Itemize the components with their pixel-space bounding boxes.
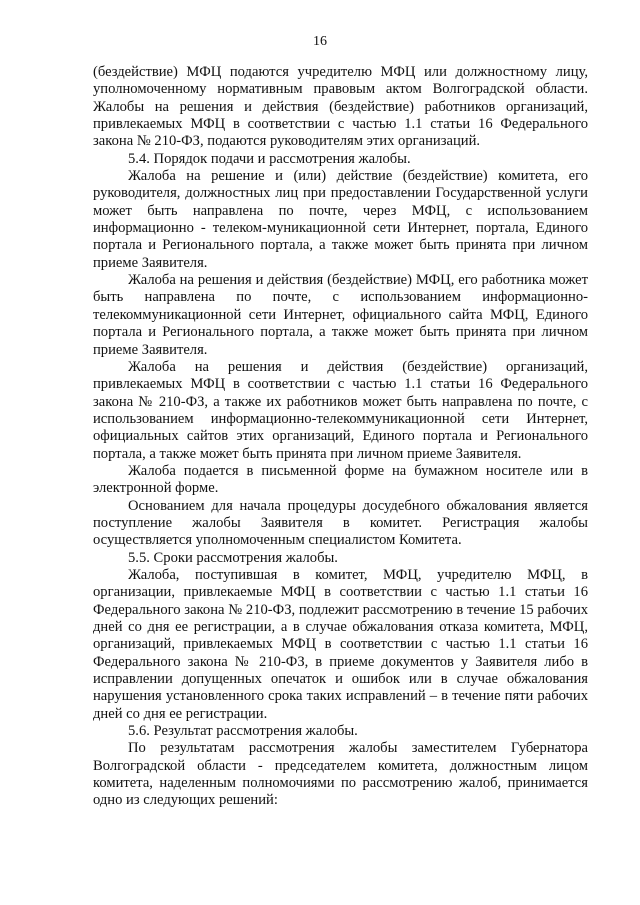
paragraph: Жалоба на решения и действия (бездействие) организаций, привлекаемых МФЦ в соответствии с частью 1.1 статьи 16 Федерального закона № 210-ФЗ, а также их работников может быть направлена по почте, с использованием информационно-телекоммуникационной сети Интернет, официальных сайтов этих организаций, Единого портала и Регионального портала, а также может быть принята при личном приеме Заявителя. <box>93 358 588 462</box>
paragraph: Жалоба, поступившая в комитет, МФЦ, учредителю МФЦ, в организации, привлекаемые МФЦ в соответствии с частью 1.1 статьи 16 Федерального закона № 210-ФЗ, подлежит рассмотрению в течение 15 рабочих дней со дня ее регистрации, а в случае обжалования отказа комитета, МФЦ, организаций, привлекаемых МФЦ в соответствии с частью 1.1 статьи 16 Федерального закона № 210-ФЗ, в приеме документов у Заявителя либо в исправлении допущенных опечаток и ошибок или в случае обжалования нарушения установленного срока таких исправлений – в течение пяти рабочих дней со дня ее регистрации. <box>93 566 588 722</box>
paragraph: Жалоба на решение и (или) действие (бездействие) комитета, его руководителя, должностных лиц при предоставлении Государственной услуги может быть направлена по почте, через МФЦ, с использованием информационно - телеком-муникационной сети Интернет, портала, Единого портала и Регионального портала, а также может быть принята при личном приеме Заявителя. <box>93 168 588 271</box>
section-heading-5-5: 5.5. Сроки рассмотрения жалобы. <box>128 549 338 566</box>
section-heading-5-4: 5.4. Порядок подачи и рассмотрения жалобы. <box>128 150 411 167</box>
paragraph: Основанием для начала процедуры досудебного обжалования является поступление жалобы Заявителя в комитет. Регистрация жалобы осуществляется уполномоченным специалистом Комитета. <box>93 497 588 549</box>
section-heading-5-6: 5.6. Результат рассмотрения жалобы. <box>128 723 358 740</box>
paragraph: По результатам рассмотрения жалобы заместителем Губернатора Волгоградской области - председателем комитета, должностным лицом комитета, наделенным полномочиями по рассмотрению жалоб, принимается одно из следующих решений: <box>93 740 588 809</box>
document-body <box>93 64 588 810</box>
paragraph: Жалоба на решения и действия (бездействие) МФЦ, его работника может быть направлена по почте, с использованием информационно-телекоммуникационной сети Интернет, официального сайта МФЦ, Единого портала и Регионального портала, а также может быть принята при личном приеме Заявителя. <box>93 272 588 358</box>
page-number: 16 <box>313 34 327 49</box>
paragraph: Жалоба подается в письменной форме на бумажном носителе или в электронной форме. <box>93 462 588 497</box>
paragraph-continuation: (бездействие) МФЦ подаются учредителю МФЦ или должностному лицу, уполномоченному нормативным правовым актом Волгоградской области. Жалобы на решения и действия (бездействие) работников организаций, привлекаемых МФЦ в соответствии с частью 1.1 статьи 16 Федерального закона № 210-ФЗ, подаются руководителям этих организаций. <box>93 64 588 150</box>
